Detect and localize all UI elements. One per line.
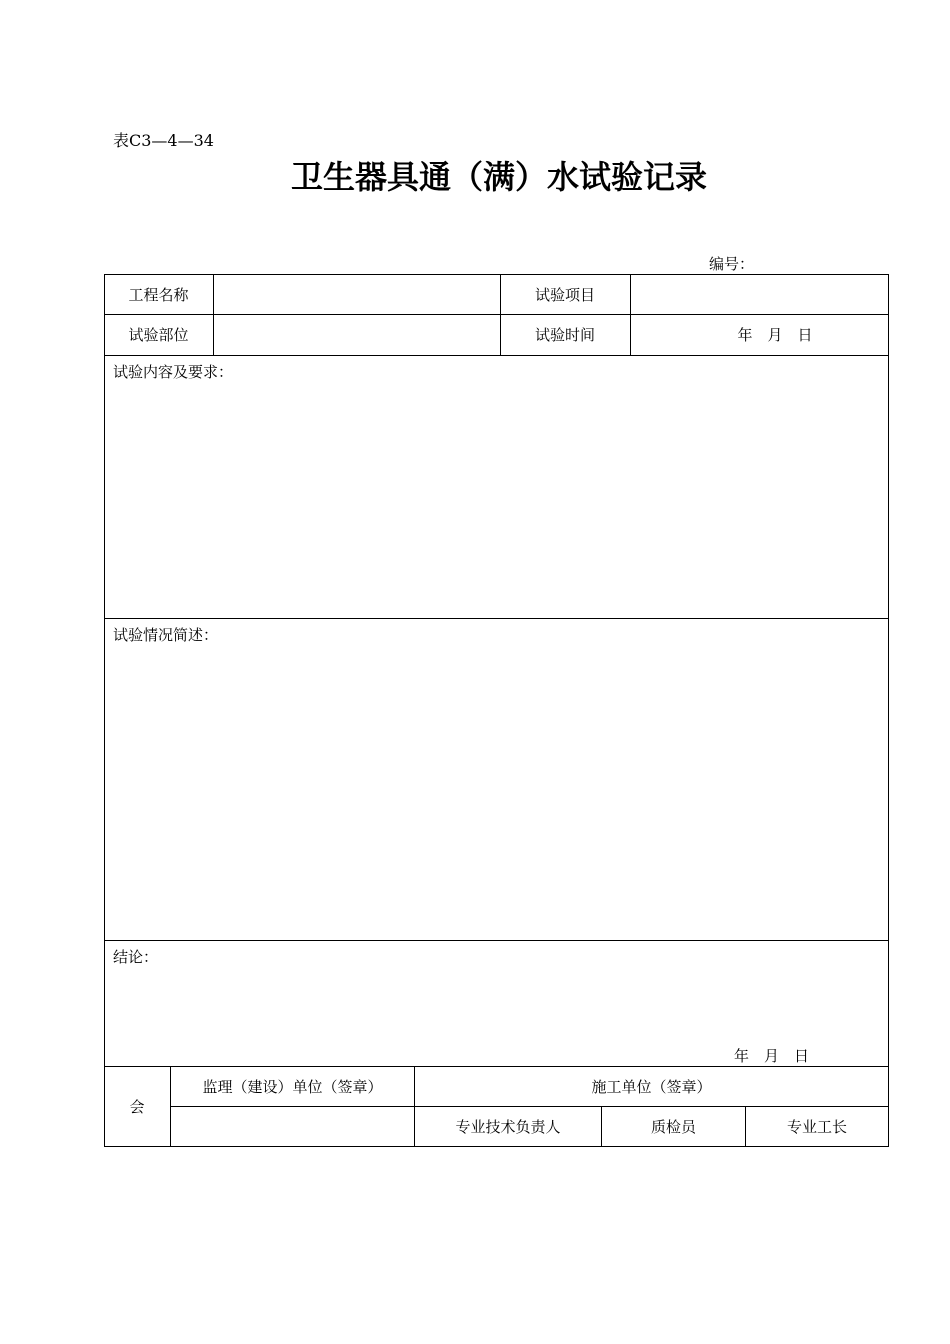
project-name-label: 工程名称 — [128, 285, 189, 304]
project-name-field[interactable] — [214, 274, 500, 314]
serial-label: 编号： — [709, 255, 755, 273]
supervisor-label: 监理（建设）单位（签章） — [202, 1077, 383, 1096]
contractor-label: 施工单位（签章） — [591, 1077, 712, 1096]
test-item-field[interactable] — [631, 274, 888, 314]
conclusion-date: 年 月 日 — [734, 1047, 810, 1065]
supervisor-signature-field[interactable] — [171, 1107, 414, 1146]
foreman-label: 专业工长 — [786, 1118, 847, 1136]
page-title: 卫生器具通（满）水试验记录 — [290, 158, 707, 196]
content-label: 试验内容及要求： — [113, 363, 234, 381]
inspector-label: 质检员 — [650, 1118, 696, 1136]
countersign-label: 会 — [129, 1097, 145, 1116]
test-item-label: 试验项目 — [534, 285, 595, 304]
conclusion-label: 结论： — [113, 948, 159, 966]
test-location-field[interactable] — [214, 314, 500, 355]
form-code: 表C3—4—34 — [113, 131, 214, 150]
test-location-label: 试验部位 — [128, 326, 189, 344]
test-time-field[interactable]: 年 月 日 — [737, 326, 813, 344]
summary-label: 试验情况简述： — [113, 626, 219, 644]
tech-lead-label: 专业技术负责人 — [455, 1118, 561, 1136]
test-time-label: 试验时间 — [534, 326, 595, 344]
